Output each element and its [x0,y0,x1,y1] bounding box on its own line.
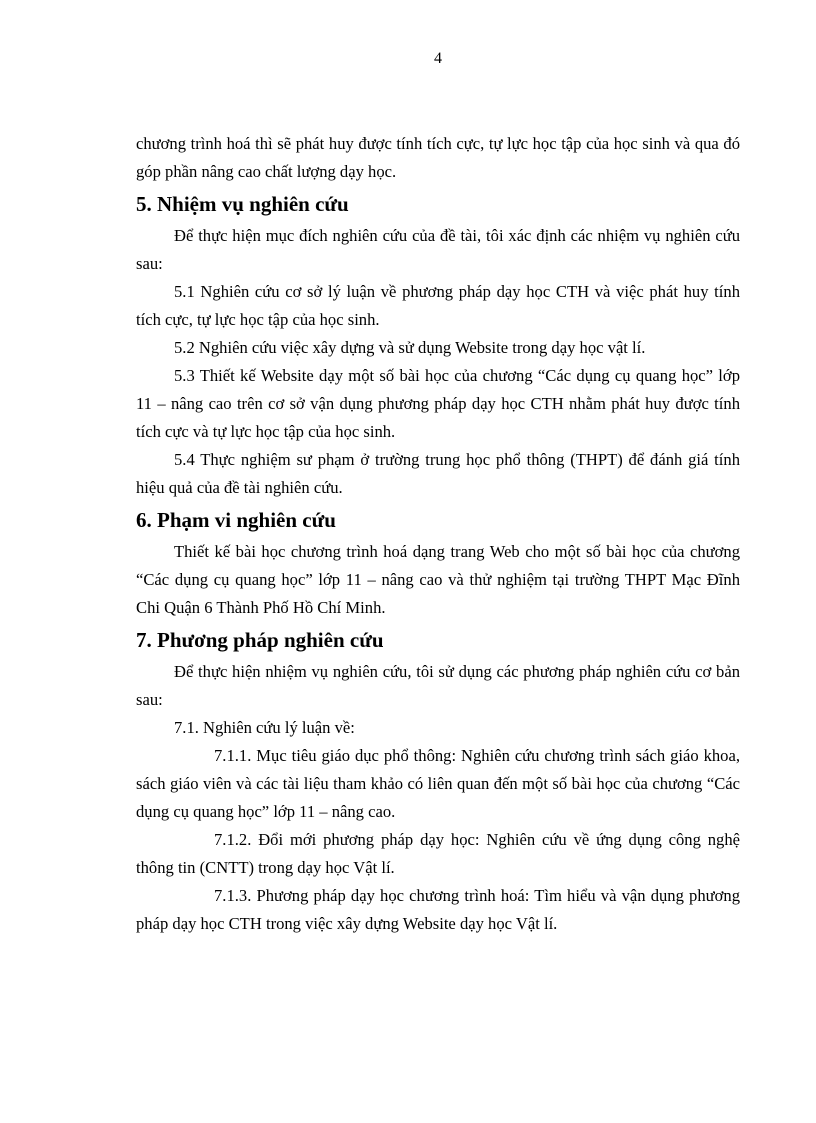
method-7-1-1: 7.1.1. Mục tiêu giáo dục phổ thông: Nghiên cứu chương trình sách giáo khoa, sách giáo viên và các tài liệu tham khảo có liên quan đến một số bài học của chương “Các dụng cụ quang học” lớp 11 – nâng cao. [136,746,740,821]
section-5-heading: 5. Nhiệm vụ nghiên cứu [136,192,349,216]
method-7-1-2: 7.1.2. Đổi mới phương pháp dạy học: Nghiên cứu về ứng dụng công nghệ thông tin (CNTT) trong dạy học Vật lí. [136,830,740,877]
task-5-3: 5.3 Thiết kế Website dạy một số bài học của chương “Các dụng cụ quang học” lớp 11 – nâng cao trên cơ sở vận dụng phương pháp dạy học CTH nhằm phát huy được tính tích cực và tự lực học tập của học sinh. [136,366,740,441]
section-6-heading: 6. Phạm vi nghiên cứu [136,508,336,532]
page-number: 4 [434,50,442,67]
section-7-heading: 7. Phương pháp nghiên cứu [136,628,384,652]
task-5-4: 5.4 Thực nghiệm sư phạm ở trường trung học phổ thông (THPT) để đánh giá tính hiệu quả của đề tài nghiên cứu. [136,450,740,497]
section-6-paragraph: Thiết kế bài học chương trình hoá dạng trang Web cho một số bài học của chương “Các dụng cụ quang học” lớp 11 – nâng cao và thử nghiệm tại trường THPT Mạc Đĩnh Chi Quận 6 Thành Phố Hồ Chí Minh. [136,542,740,617]
method-7-1: 7.1. Nghiên cứu lý luận về: [174,718,355,737]
task-5-1: 5.1 Nghiên cứu cơ sở lý luận về phương pháp dạy học CTH và việc phát huy tính tích cực, tự lực học tập của học sinh. [136,282,740,329]
method-7-1-3: 7.1.3. Phương pháp dạy học chương trình hoá: Tìm hiểu và vận dụng phương pháp dạy học CTH trong việc xây dựng Website dạy học Vật lí. [136,886,740,933]
document-body [136,130,740,938]
intro-paragraph: chương trình hoá thì sẽ phát huy được tính tích cực, tự lực học tập của học sinh và qua đó góp phần nâng cao chất lượng dạy học. [136,134,740,181]
section-7-intro: Để thực hiện nhiệm vụ nghiên cứu, tôi sử dụng các phương pháp nghiên cứu cơ bản sau: [136,662,740,709]
task-5-2: 5.2 Nghiên cứu việc xây dựng và sử dụng Website trong dạy học vật lí. [174,338,646,357]
section-5-intro: Để thực hiện mục đích nghiên cứu của đề tài, tôi xác định các nhiệm vụ nghiên cứu sau: [136,226,740,273]
